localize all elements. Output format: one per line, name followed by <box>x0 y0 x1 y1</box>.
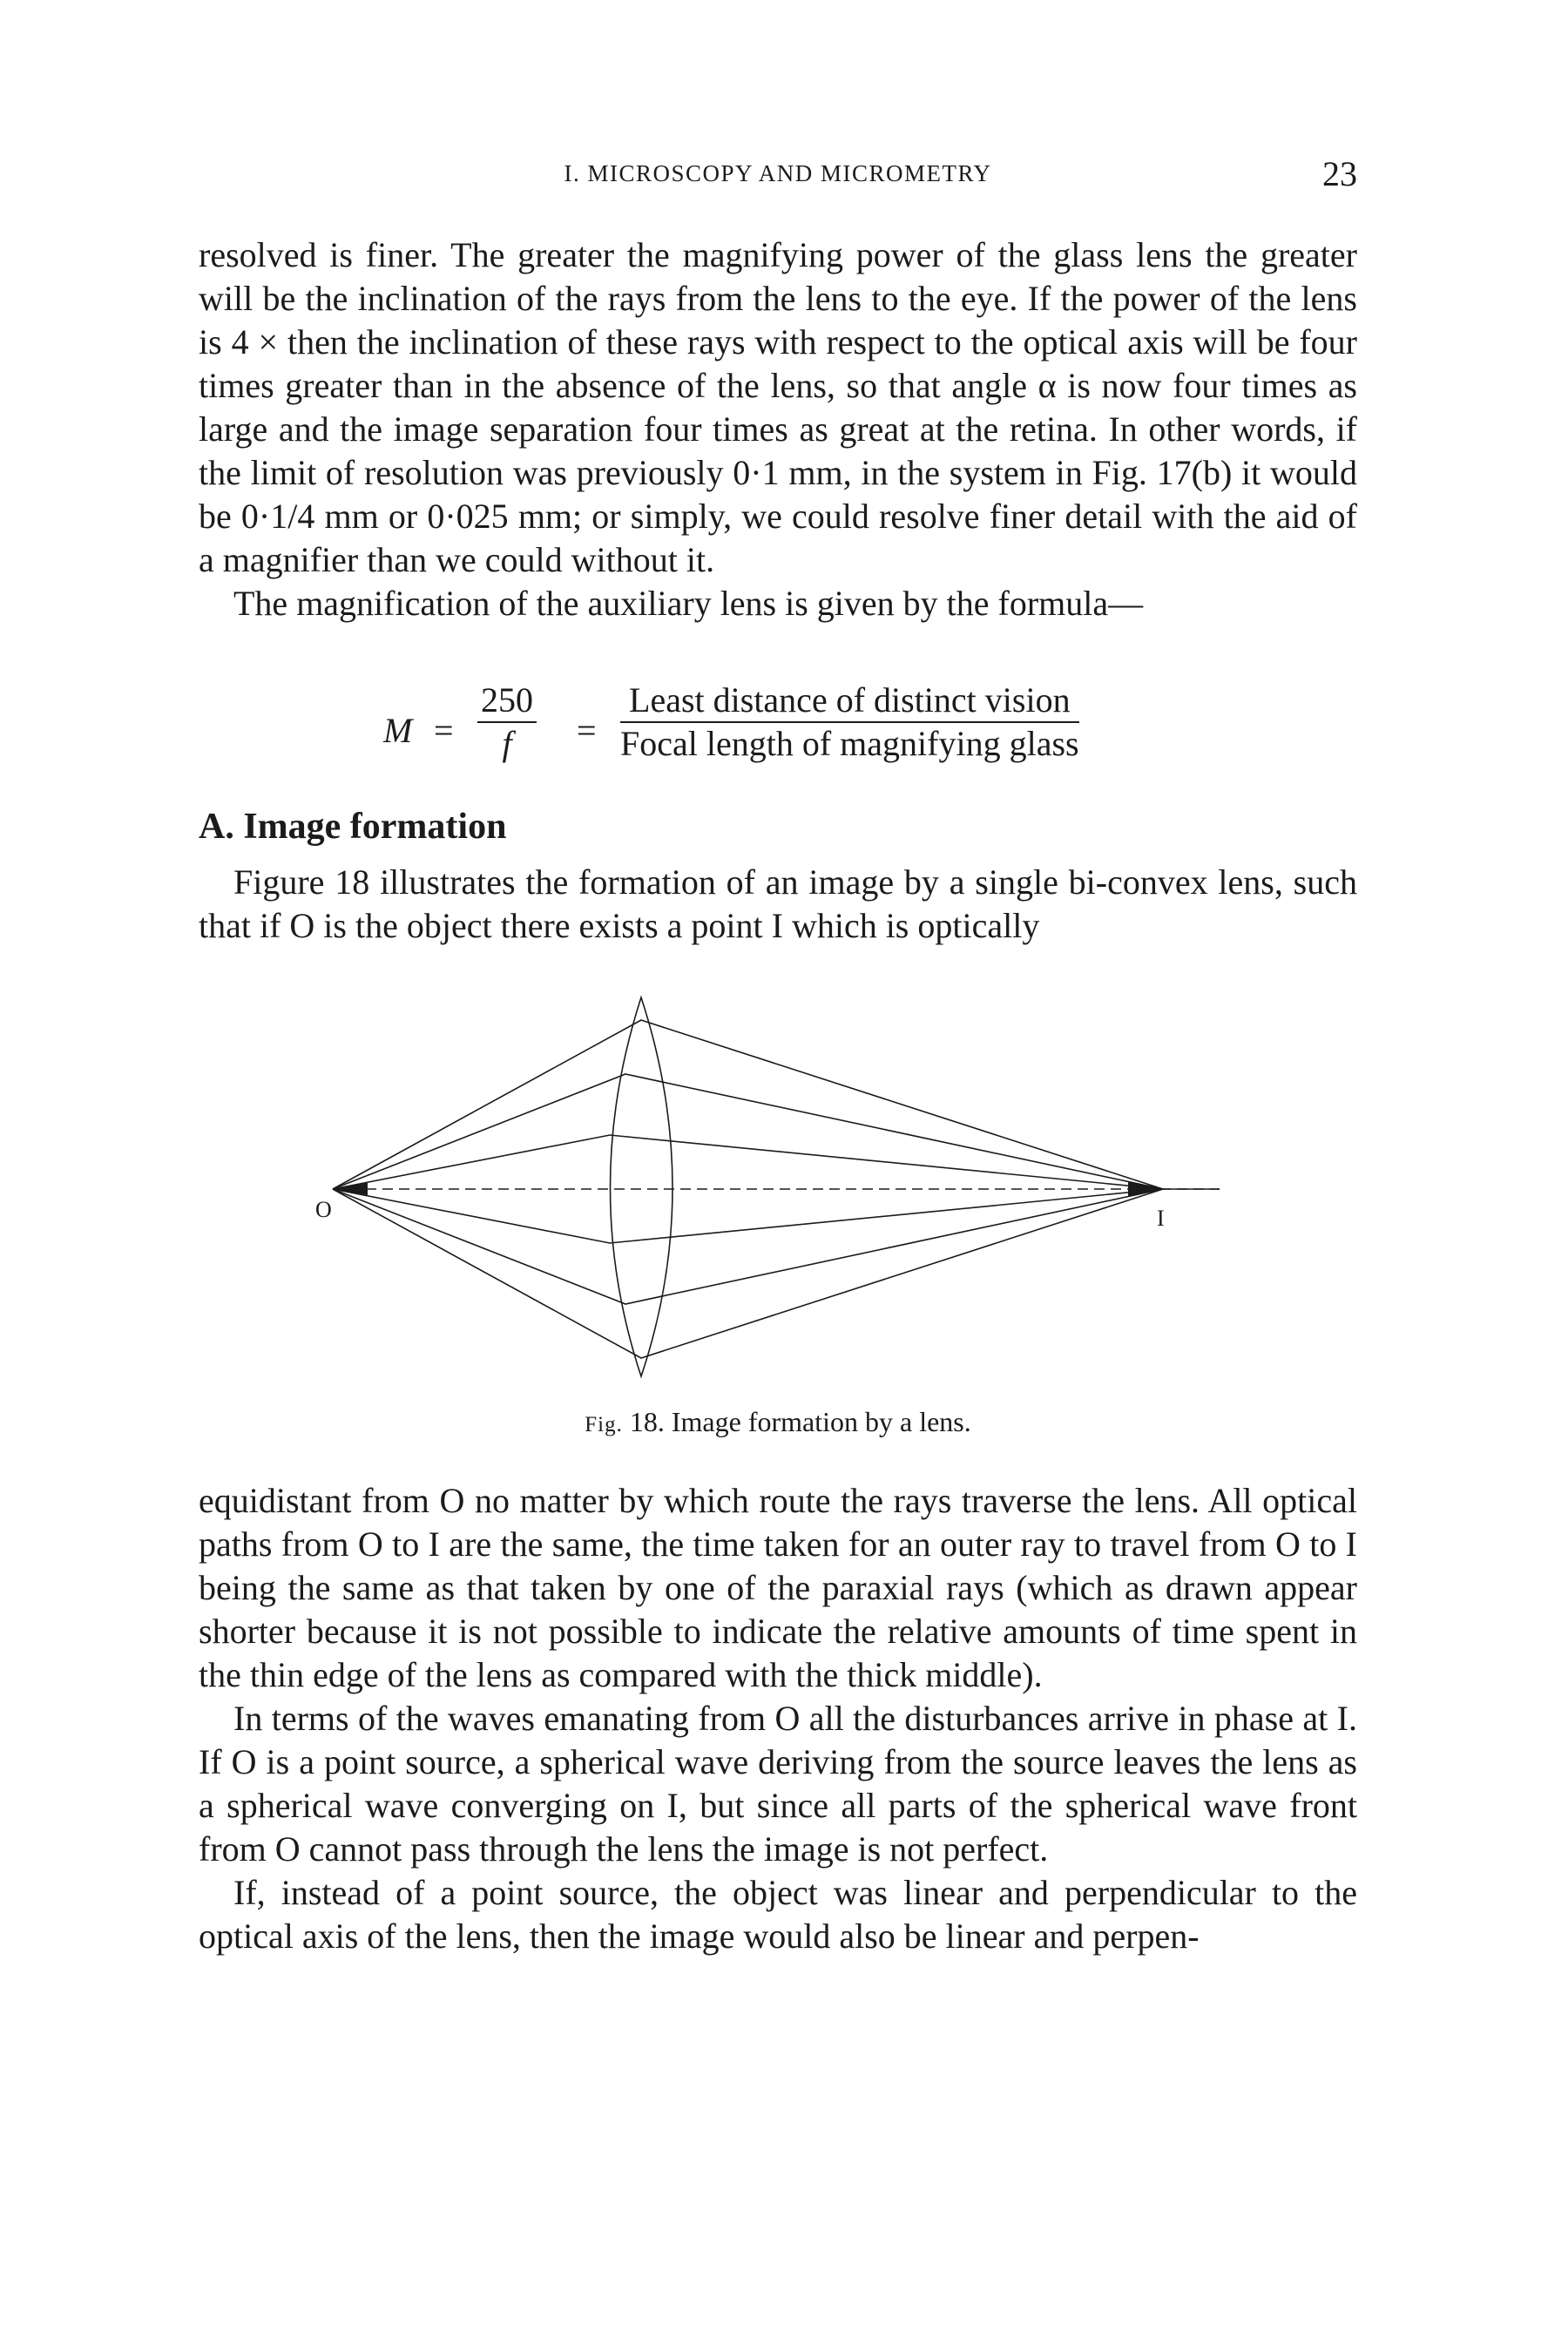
caption-prefix: Fig. <box>585 1413 623 1436</box>
paragraph: In terms of the waves emanating from O all the disturbances arrive in phase at I. If O is a point source, a spherical wave deriving from the source leaves the lens as a spherical wave converging on I, but since all parts of the spherical wave front from O cannot pass through the lens the image is not perfect. <box>199 1699 1357 1869</box>
biconvex-lens <box>611 997 673 1376</box>
image-label: I <box>1157 1206 1165 1231</box>
fraction-numerator: 250 <box>477 681 537 723</box>
lens-ray-diagram <box>296 980 1237 1389</box>
ray-outer-upper <box>333 1020 1163 1189</box>
running-title: I. MICROSCOPY AND MICROMETRY <box>564 160 992 186</box>
object-label: O <box>315 1197 332 1222</box>
fraction-denominator: Focal length of magnifying glass <box>620 724 1079 763</box>
fraction-simple <box>477 681 537 765</box>
ray-middle-upper <box>333 1074 1163 1189</box>
fraction-denominator: f <box>502 724 512 763</box>
page-number: 23 <box>1322 154 1357 193</box>
fraction-numerator: Least distance of distinct vision <box>620 681 1079 723</box>
section-heading: A. Image formation <box>199 807 507 847</box>
formula-equals: = <box>577 711 597 750</box>
paragraph: Figure 18 illustrates the formation of an image by a single bi-convex lens, such that if O is the object there exists a point I which is optically <box>199 862 1357 945</box>
caption-text: 18. Image formation by a lens. <box>622 1406 971 1437</box>
body-text-section <box>199 861 1357 948</box>
body-text-bottom <box>199 1479 1357 1958</box>
paragraph: equidistant from O no matter by which route the rays traverse the lens. All optical paths from O to I are the same, the time taken for an outer ray to travel from O to I being the same as that taken by one of the paraxial rays (which as drawn appear shorter because it is not possible to indicate the relative amounts of time spent in the thin edge of the lens as compared with the thick middle). <box>199 1481 1357 1694</box>
magnification-formula <box>383 681 1150 777</box>
ray-outer-lower <box>333 1189 1163 1358</box>
object-point-marker <box>333 1182 368 1196</box>
paragraph: resolved is finer. The greater the magnifying power of the glass lens the greater will be the inclination of the rays from the lens to the eye. If the power of the lens is 4 × then the inclination of these rays with respect to the optical axis will be four times greater than in the absence of the lens, so that angle α is now four times as large and the image separation four times as great at the retina. In other words, if the limit of resolution was previously 0·1 mm, in the system in Fig. 17(b) it would be 0·1/4 mm or 0·025 mm; or simply, we could resolve finer detail with the aid of a magnifier than we could without it. <box>199 235 1357 579</box>
figure-caption <box>199 1404 1357 1443</box>
paragraph: If, instead of a point source, the object was linear and perpendicular to the optical axis of the lens, then the image would also be linear and perpen- <box>199 1873 1357 1956</box>
ray-middle-lower <box>333 1189 1163 1304</box>
formula-lhs: M <box>383 711 413 750</box>
image-point-marker <box>1128 1182 1163 1196</box>
paragraph: The magnification of the auxiliary lens is given by the formula— <box>233 584 1144 623</box>
body-text-top <box>199 233 1357 625</box>
running-head <box>199 153 1357 192</box>
fraction-verbal <box>620 681 1079 765</box>
formula-equals: = <box>434 711 454 750</box>
